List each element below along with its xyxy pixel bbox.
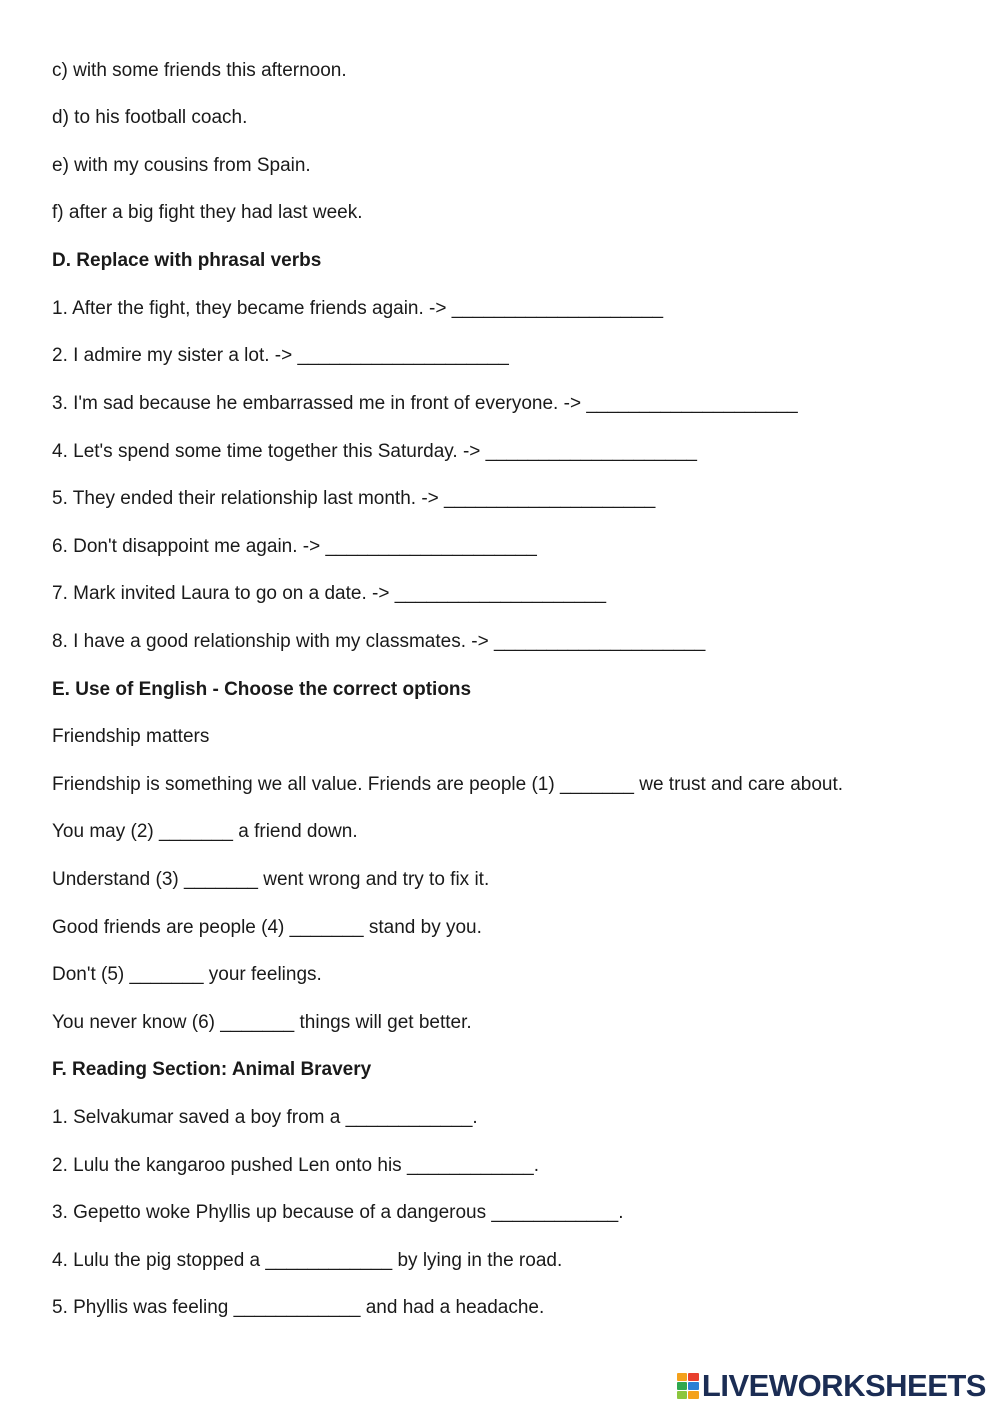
section-e-item-6: You never know (6) _______ things will get better. — [52, 1012, 472, 1033]
section-f-item-3: 3. Gepetto woke Phyllis up because of a dangerous ____________. — [52, 1202, 624, 1223]
section-d-item-1: 1. After the fight, they became friends again. -> ____________________ — [52, 298, 664, 319]
section-e-item-2: You may (2) _______ a friend down. — [52, 821, 358, 842]
section-d-item-7: 7. Mark invited Laura to go on a date. -> ____________________ — [52, 583, 607, 604]
section-d-item-3: 3. I'm sad because he embarrassed me in front of everyone. -> ____________________ — [52, 393, 798, 414]
section-e-item-1: Friendship is something we all value. Friends are people (1) _______ we trust and care about. — [52, 774, 844, 795]
section-e-item-4: Good friends are people (4) _______ stand by you. — [52, 917, 482, 938]
answer-option-c: c) with some friends this afternoon. — [52, 60, 347, 81]
answer-option-e: e) with my cousins from Spain. — [52, 155, 311, 176]
section-e-title: Friendship matters — [52, 726, 210, 747]
section-f-item-2: 2. Lulu the kangaroo pushed Len onto his ____________. — [52, 1155, 540, 1176]
liveworksheets-logo-icon — [677, 1373, 699, 1399]
section-f-item-5: 5. Phyllis was feeling ____________ and had a headache. — [52, 1297, 545, 1318]
logo-text: LIVEWORKSHEETS — [701, 1368, 986, 1403]
answer-option-d: d) to his football coach. — [52, 107, 248, 128]
liveworksheets-logo — [677, 1370, 986, 1402]
section-d-item-2: 2. I admire my sister a lot. -> ____________________ — [52, 345, 509, 366]
section-e-heading: E. Use of English - Choose the correct options — [52, 679, 472, 700]
section-d-item-5: 5. They ended their relationship last month. -> ____________________ — [52, 488, 656, 509]
section-e-item-5: Don't (5) _______ your feelings. — [52, 964, 322, 985]
section-d-item-4: 4. Let's spend some time together this Saturday. -> ____________________ — [52, 441, 697, 462]
section-d-item-6: 6. Don't disappoint me again. -> ____________________ — [52, 536, 537, 557]
section-d-heading: D. Replace with phrasal verbs — [52, 250, 322, 271]
section-f-item-4: 4. Lulu the pig stopped a ____________ by lying in the road. — [52, 1250, 563, 1271]
section-f-item-1: 1. Selvakumar saved a boy from a ____________. — [52, 1107, 478, 1128]
answer-option-f: f) after a big fight they had last week. — [52, 202, 363, 223]
section-f-heading: F. Reading Section: Animal Bravery — [52, 1059, 372, 1080]
section-d-item-8: 8. I have a good relationship with my classmates. -> ____________________ — [52, 631, 706, 652]
section-e-item-3: Understand (3) _______ went wrong and try to fix it. — [52, 869, 490, 890]
